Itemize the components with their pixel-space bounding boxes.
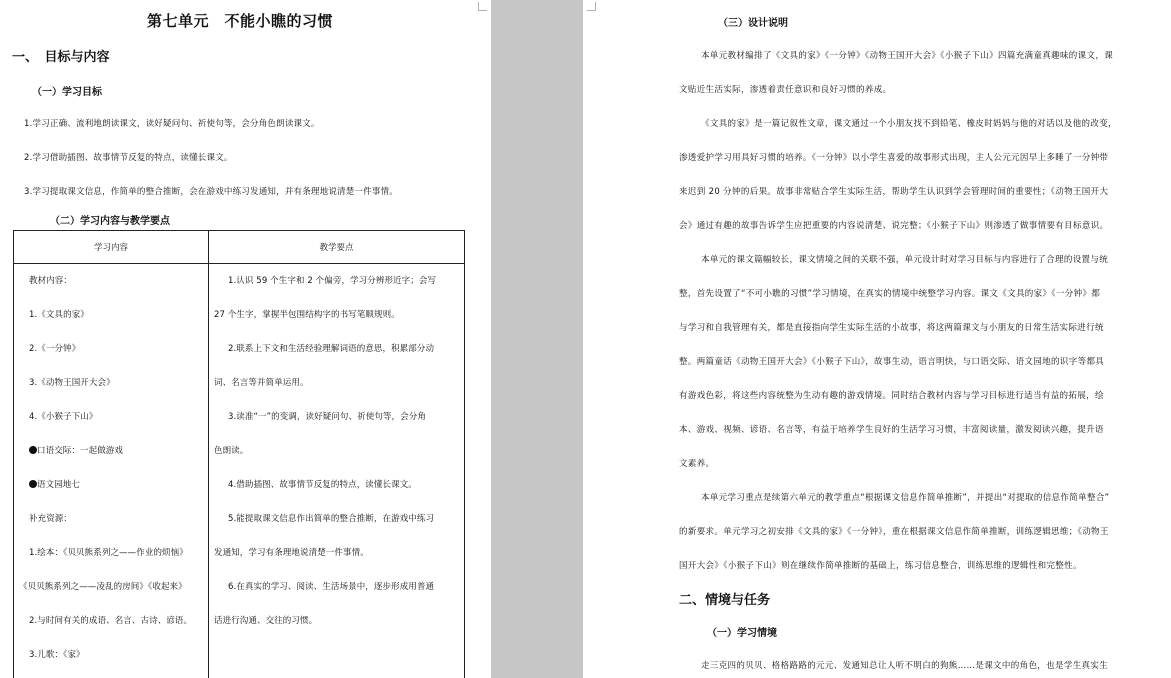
section-heading-goals: 一、 目标与内容 xyxy=(12,50,110,65)
point-line: 4.借助插图、故事情节反复的特点，读懂长课文。 xyxy=(228,480,417,490)
paragraph-line: 走三克四的贝贝、格格路路的元元、发通知总让人听不明白的狗熊……是课文中的角色，也是学生真实生 xyxy=(701,661,1109,671)
page-corner-mark xyxy=(587,2,596,11)
point-line: 词、名言等并简单运用。 xyxy=(214,378,309,388)
table-header-content: 学习内容 xyxy=(14,231,209,264)
goal-item: 1.学习正确、流利地朗读课文，读好疑问句、祈使句等，会分角色朗读课文。 xyxy=(24,119,320,129)
content-line: 2.与时间有关的成语、名言、古诗、谚语。 xyxy=(29,616,193,626)
table-cell-content xyxy=(14,264,209,678)
document-page-left xyxy=(0,0,491,678)
content-line-text: 语文园地七 xyxy=(37,480,81,490)
document-page-right xyxy=(583,0,1171,678)
subheading-learning-situation: （一）学习情境 xyxy=(707,628,777,639)
paragraph-line: 国开大会》《小猴子下山》则在继续作简单推断的基础上，练习信息整合，训练思维的逻辑性和完整性。 xyxy=(679,561,1082,571)
content-line: 2.《一分钟》 xyxy=(29,344,81,354)
paragraph-line: 整。两篇童话《动物王国开大会》《小猴子下山》，故事生动，语言明快，与口语交际、语文园地的识字等都具 xyxy=(679,357,1105,367)
content-line xyxy=(29,444,123,456)
content-line: 教材内容： xyxy=(29,276,73,286)
section-heading-situation: 二、情境与任务 xyxy=(679,593,771,608)
paragraph-line: 会》通过有趣的故事告诉学生应把重要的内容说清楚、说完整；《小猴子下山》则渗透了做事情要有目标意识。 xyxy=(679,221,1109,231)
subheading-learning-goals: （一）学习目标 xyxy=(32,87,102,98)
subheading-content-points: （二）学习内容与教学要点 xyxy=(50,216,170,227)
content-line: 补充资源： xyxy=(29,514,73,524)
table-header-points: 教学要点 xyxy=(209,231,465,264)
point-line: 6.在真实的学习、阅读、生活场景中，逐步形成用普通 xyxy=(228,582,435,592)
point-line: 发通知，学习有条理地说清楚一件事情。 xyxy=(214,548,369,558)
content-table xyxy=(13,230,465,678)
paragraph-line: 的新要求。单元学习之初安排《文具的家》《一分钟》，重在根据课文信息作简单推断，训练逻辑思维；《动物王 xyxy=(679,527,1109,537)
point-line: 2.联系上下文和生活经验理解词语的意思，积累部分动 xyxy=(228,344,435,354)
paragraph-line: 渗透爱护学习用具好习惯的培养。《一分钟》以小学生喜爱的故事形式出现，主人公元元因早上多睡了一分钟带 xyxy=(679,153,1109,163)
paragraph-line: 与学习和自我管理有关，都是直接指向学生实际生活的小故事，将这两篇课文与小朋友的日常生活实际进行统 xyxy=(679,323,1104,333)
content-line: 3.儿歌：《家》 xyxy=(29,650,85,660)
paragraph-line: 文贴近生活实际，渗透着责任意识和良好习惯的养成。 xyxy=(679,85,892,95)
point-line: 话进行沟通、交往的习惯。 xyxy=(214,616,318,626)
paragraph-line: 文素养。 xyxy=(679,459,715,469)
content-line: 《贝贝熊系列之——凌乱的房间》《收起来》 xyxy=(19,582,187,592)
goal-item: 3.学习提取课文信息，作简单的整合推断，会在游戏中练习发通知，并有条理地说清楚一件事情。 xyxy=(24,187,398,197)
point-line: 27 个生字，掌握半包围结构字的书写笔顺规则。 xyxy=(214,310,400,320)
content-line xyxy=(29,478,80,490)
point-line: 1.认识 59 个生字和 2 个偏旁，学习分辨形近字；会写 xyxy=(228,276,437,286)
table-cell-points xyxy=(209,264,465,678)
subheading-design-notes: （三）设计说明 xyxy=(718,18,788,29)
paragraph-line: 《文具的家》是一篇记叙性文章，课文通过一个小朋友找不到铅笔、橡皮时妈妈与他的对话以及他的改变， xyxy=(701,119,1117,129)
paragraph-line: 本单元学习重点是续第六单元的教学重点“根据课文信息作简单推断”，并提出“对提取的信息作简单整合” xyxy=(701,493,1110,503)
bullet-dot xyxy=(29,446,37,454)
content-line: 1.绘本：《贝贝熊系列之——作业的烦恼》 xyxy=(29,548,188,558)
paragraph-line: 本、游戏、视频、谚语、名言等，有益于培养学生良好的生活学习习惯，丰富阅读量，激发阅读兴趣，提升语 xyxy=(679,425,1104,435)
paragraph-line: 整，首先设置了“不可小瞧的习惯”学习情境，在真实的情境中统整学习内容。课文《文具的家》《一分钟》都 xyxy=(679,289,1101,299)
paragraph-line: 来迟到 20 分钟的后果。故事非常贴合学生实际生活，帮助学生认识到学会管理时间的重要性；《动物王国开大 xyxy=(679,187,1109,197)
unit-title: 第七单元 不能小瞧的习惯 xyxy=(146,12,333,30)
content-line: 4.《小猴子下山》 xyxy=(29,412,98,422)
content-line: 1.《文具的家》 xyxy=(29,310,89,320)
content-line-text: 口语交际：一起做游戏 xyxy=(37,446,124,456)
point-line: 3.读准“一”的变调，读好疑问句、祈使句等，会分角 xyxy=(228,412,426,422)
point-line: 色朗读。 xyxy=(214,446,249,456)
paragraph-line: 本单元的课文篇幅较长，课文情境之间的关联不强，单元设计时对学习目标与内容进行了合理的设置与统 xyxy=(701,255,1109,265)
paragraph-line: 有游戏色彩，将这些内容统整为生动有趣的游戏情境。同时结合教材内容与学习目标进行适当有益的拓展，绘 xyxy=(679,391,1104,401)
paragraph-line: 本单元教材编排了《文具的家》《一分钟》《动物王国开大会》《小猴子下山》四篇充满童真趣味的课文，课 xyxy=(701,51,1114,61)
point-line: 5.能提取课文信息作出简单的整合推断，在游戏中练习 xyxy=(228,514,435,524)
content-line: 3.《动物王国开大会》 xyxy=(29,378,115,388)
bullet-dot xyxy=(29,480,37,488)
goal-item: 2.学习借助插图、故事情节反复的特点，读懂长课文。 xyxy=(24,153,233,163)
